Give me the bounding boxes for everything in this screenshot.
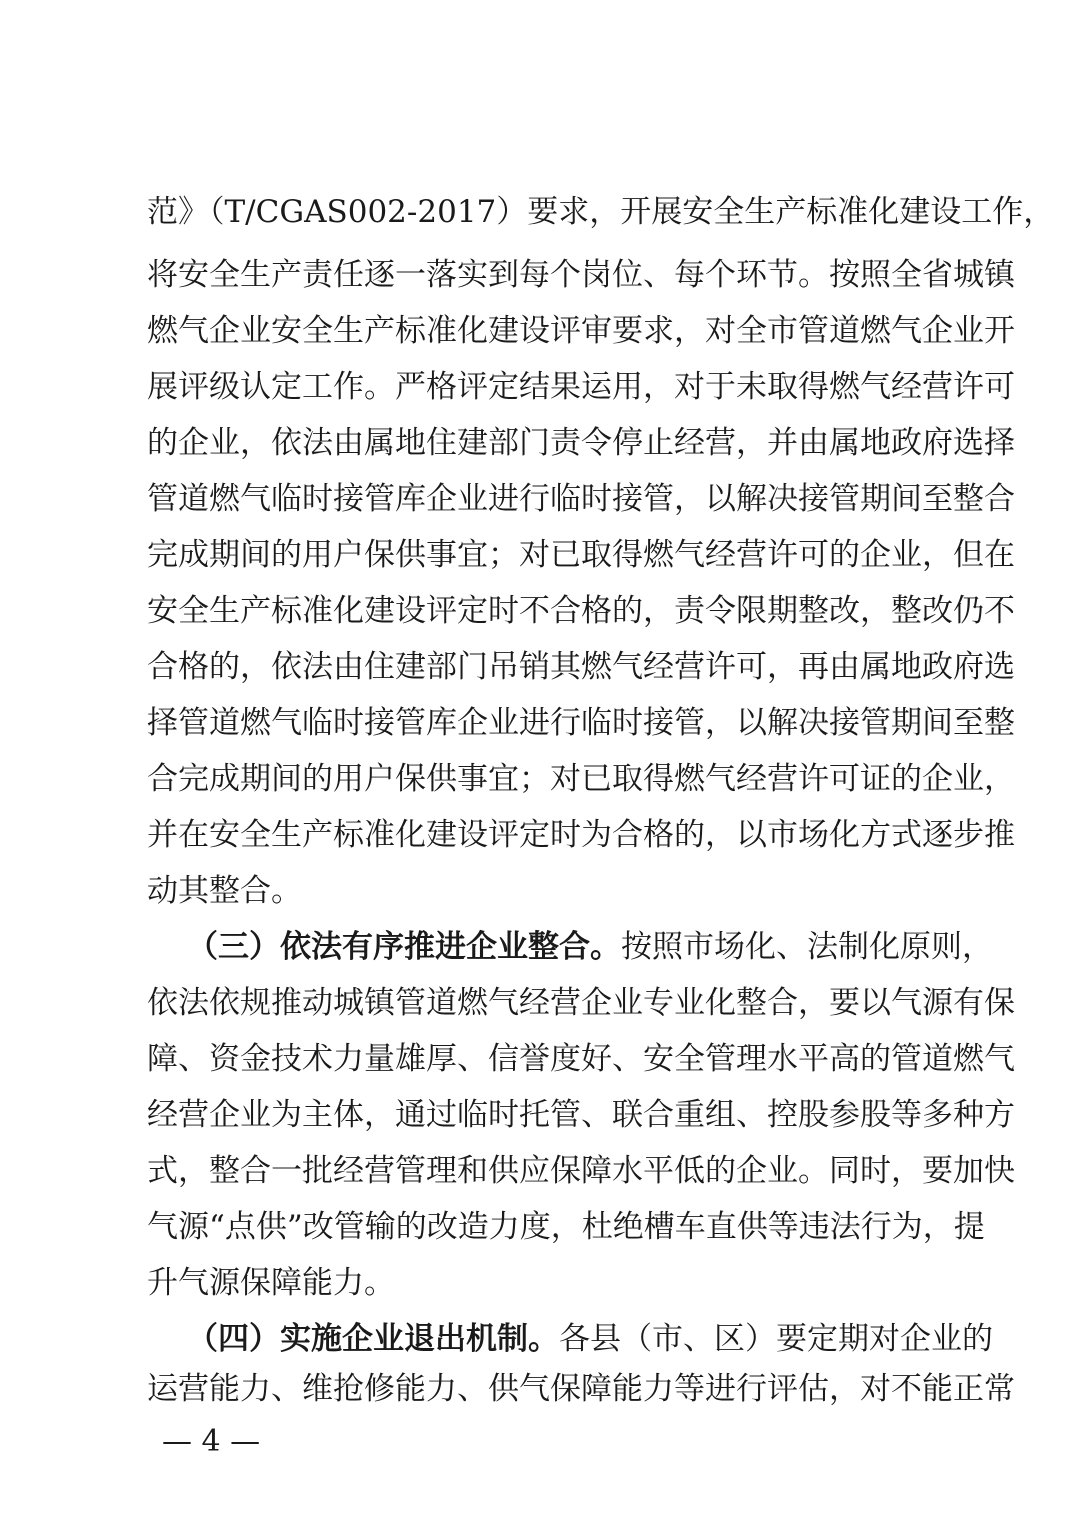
section-3-heading: （三）依法有序推进企业整合。	[187, 929, 621, 965]
section-3-intro: 按照市场化、法制化原则，	[621, 929, 993, 965]
body-line: 合格的，依法由住建部门吊销其燃气经营许可，再由属地政府选	[147, 649, 1015, 685]
body-line: 完成期间的用户保供事宜；对已取得燃气经营许可的企业，但在	[147, 537, 1015, 573]
section-4-first-line	[187, 1319, 993, 1359]
body-line: 燃气企业安全生产标准化建设评审要求，对全市管道燃气企业开	[147, 313, 1015, 349]
body-line: 式，整合一批经营管理和供应保障水平低的企业。同时，要加快	[147, 1153, 1015, 1189]
body-line: 并在安全生产标准化建设评定时为合格的，以市场化方式逐步推	[147, 817, 1015, 853]
body-line: 升气源保障能力。	[147, 1265, 395, 1301]
body-line: 合完成期间的用户保供事宜；对已取得燃气经营许可证的企业，	[147, 761, 1015, 797]
section-4-heading: （四）实施企业退出机制。	[187, 1321, 559, 1357]
body-line: 运营能力、维抢修能力、供气保障能力等进行评估，对不能正常	[147, 1371, 1015, 1407]
body-line: 气源“点供”改管输的改造力度，杜绝槽车直供等违法行为，提	[147, 1209, 985, 1245]
body-line: 障、资金技术力量雄厚、信誉度好、安全管理水平高的管道燃气	[147, 1041, 1015, 1077]
body-line: 管道燃气临时接管库企业进行临时接管，以解决接管期间至整合	[147, 481, 1015, 517]
body-line: 展评级认定工作。严格评定结果运用，对于未取得燃气经营许可	[147, 369, 1015, 405]
body-line: 择管道燃气临时接管库企业进行临时接管，以解决接管期间至整	[147, 705, 1015, 741]
body-line: 的企业，依法由属地住建部门责令停止经营，并由属地政府选择	[147, 425, 1015, 461]
section-3-first-line	[187, 927, 993, 967]
body-line: 安全生产标准化建设评定时不合格的，责令限期整改，整改仍不	[147, 593, 1015, 629]
body-line: 经营企业为主体，通过临时托管、联合重组、控股参股等多种方	[147, 1097, 1015, 1133]
body-line: 将安全生产责任逐一落实到每个岗位、每个环节。按照全省城镇	[147, 257, 1015, 293]
section-4-intro: 各县（市、区）要定期对企业的	[559, 1321, 993, 1357]
body-line: 依法依规推动城镇管道燃气经营企业专业化整合，要以气源有保	[147, 985, 1015, 1021]
page-number: — 4 —	[162, 1424, 261, 1459]
body-line: 动其整合。	[147, 873, 302, 909]
body-line: 范》（T/CGAS002-2017）要求，开展安全生产标准化建设工作，	[147, 194, 1055, 230]
